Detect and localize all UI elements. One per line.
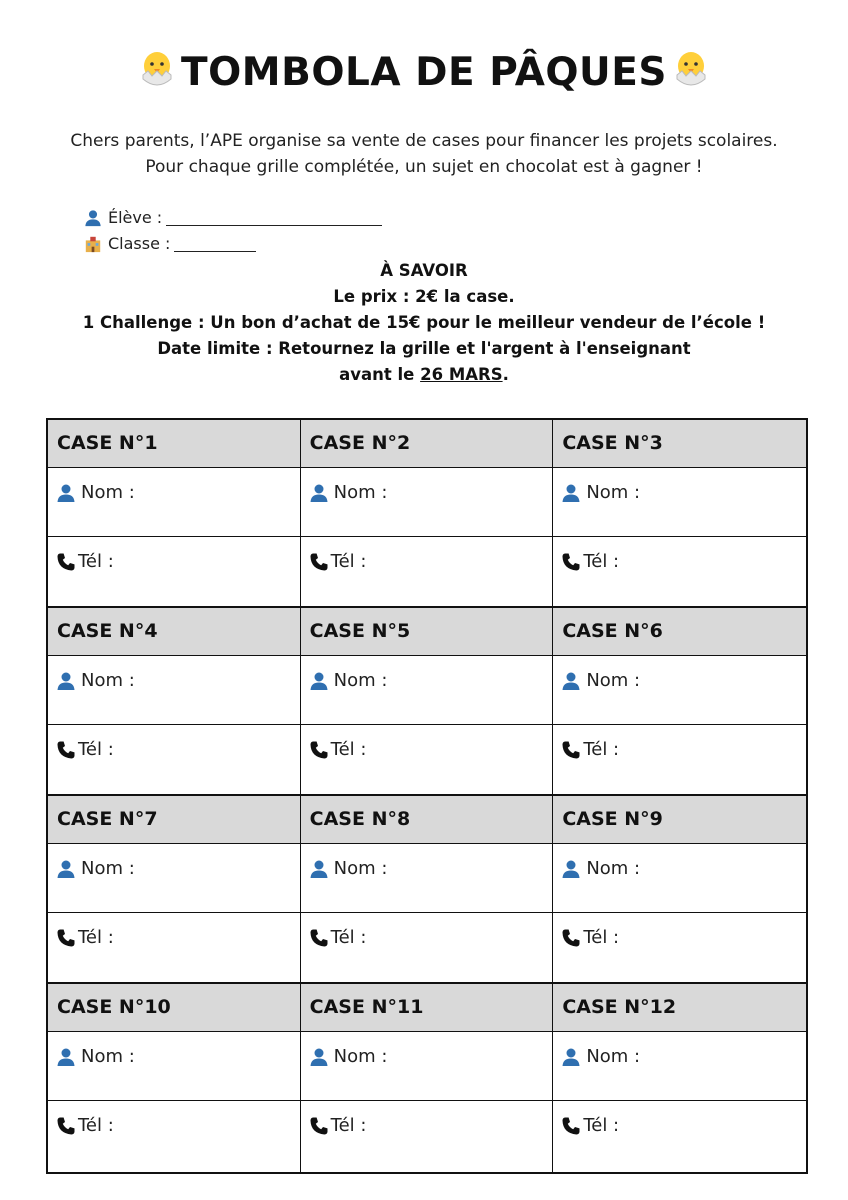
case-header: CASE N°12 (553, 984, 806, 1032)
nom-field[interactable] (301, 656, 553, 725)
eleve-line[interactable] (166, 210, 382, 226)
nom-field[interactable] (553, 468, 806, 537)
nom-label: Nom : (333, 1046, 388, 1067)
deadline-date: 26 MARS (420, 365, 503, 384)
tel-field[interactable] (48, 1101, 300, 1172)
hatching-chick-icon (673, 49, 709, 89)
nom-label: Nom : (81, 858, 135, 879)
nom-field[interactable] (301, 844, 553, 913)
nom-field[interactable] (48, 468, 300, 537)
person-icon (309, 483, 329, 503)
phone-icon (561, 740, 581, 760)
eleve-label: Élève : (108, 208, 163, 227)
tel-label: Tél : (78, 551, 114, 572)
person-icon (56, 671, 76, 691)
tel-field[interactable] (301, 913, 553, 982)
case-header: CASE N°7 (48, 796, 300, 844)
phone-icon (56, 928, 76, 948)
person-icon (56, 1047, 76, 1067)
classe-label: Classe : (108, 234, 171, 253)
phone-icon (561, 928, 581, 948)
nom-field[interactable] (553, 1032, 806, 1101)
person-icon (56, 859, 76, 879)
title-text: TOMBOLA DE PÂQUES (181, 50, 667, 95)
case-cell (553, 796, 806, 984)
case-header: CASE N°2 (301, 420, 553, 468)
case-header: CASE N°3 (553, 420, 806, 468)
case-cell (48, 608, 301, 796)
case-cell (301, 420, 554, 608)
page-title (0, 48, 848, 98)
nom-field[interactable] (48, 844, 300, 913)
tel-field[interactable] (301, 1101, 553, 1172)
case-header: CASE N°5 (301, 608, 553, 656)
nom-label: Nom : (586, 482, 641, 503)
nom-field[interactable] (48, 656, 300, 725)
tel-label: Tél : (330, 739, 367, 760)
case-header: CASE N°11 (301, 984, 553, 1032)
tel-field[interactable] (48, 537, 300, 606)
case-header: CASE N°1 (48, 420, 300, 468)
info-block (0, 258, 848, 388)
person-icon (56, 483, 76, 503)
tel-label: Tél : (583, 1115, 620, 1136)
nom-field[interactable] (301, 1032, 553, 1101)
tel-field[interactable] (553, 725, 806, 794)
tel-field[interactable] (553, 913, 806, 982)
info-heading: À SAVOIR (380, 261, 468, 280)
eleve-field[interactable] (84, 205, 382, 231)
classe-field[interactable] (84, 231, 382, 257)
tel-label: Tél : (330, 1115, 367, 1136)
info-deadline-line2 (0, 362, 848, 388)
student-fields (84, 205, 382, 257)
tel-label: Tél : (78, 927, 114, 948)
phone-icon (56, 740, 76, 760)
nom-label: Nom : (586, 858, 641, 879)
tel-label: Tél : (330, 551, 367, 572)
case-cell (301, 608, 554, 796)
phone-icon (561, 552, 581, 572)
tel-field[interactable] (301, 725, 553, 794)
phone-icon (309, 552, 329, 572)
tel-field[interactable] (301, 537, 553, 606)
phone-icon (56, 1116, 76, 1136)
person-icon (84, 209, 102, 227)
tel-label: Tél : (78, 1115, 114, 1136)
deadline-suffix: . (502, 365, 509, 384)
case-cell (553, 608, 806, 796)
hatching-chick-icon (139, 49, 175, 89)
nom-field[interactable] (553, 656, 806, 725)
info-price: Le prix : 2€ la case. (333, 287, 515, 306)
tel-label: Tél : (330, 927, 367, 948)
deadline-prefix: avant le (339, 365, 421, 384)
case-header: CASE N°8 (301, 796, 553, 844)
person-icon (561, 859, 581, 879)
case-cell (553, 984, 806, 1172)
case-header: CASE N°4 (48, 608, 300, 656)
case-cell (48, 796, 301, 984)
nom-label: Nom : (333, 482, 388, 503)
nom-label: Nom : (586, 670, 641, 691)
tel-label: Tél : (583, 927, 620, 948)
phone-icon (561, 1116, 581, 1136)
cases-grid (46, 418, 808, 1174)
nom-label: Nom : (81, 482, 135, 503)
school-icon (84, 235, 102, 253)
nom-label: Nom : (333, 670, 388, 691)
person-icon (309, 859, 329, 879)
info-challenge: 1 Challenge : Un bon d’achat de 15€ pour le meilleur vendeur de l’école ! (82, 313, 766, 332)
person-icon (309, 1047, 329, 1067)
case-cell (553, 420, 806, 608)
tel-label: Tél : (583, 551, 620, 572)
case-cell (48, 984, 301, 1172)
nom-label: Nom : (333, 858, 388, 879)
info-deadline-line1: Date limite : Retournez la grille et l'argent à l'enseignant (157, 339, 691, 358)
person-icon (561, 483, 581, 503)
case-cell (48, 420, 301, 608)
tel-field[interactable] (553, 1101, 806, 1172)
classe-line[interactable] (174, 236, 256, 252)
person-icon (561, 1047, 581, 1067)
phone-icon (309, 740, 329, 760)
case-cell (301, 796, 554, 984)
phone-icon (309, 928, 329, 948)
nom-label: Nom : (81, 1046, 135, 1067)
person-icon (309, 671, 329, 691)
case-header: CASE N°6 (553, 608, 806, 656)
tel-label: Tél : (583, 739, 620, 760)
case-header: CASE N°9 (553, 796, 806, 844)
nom-field[interactable] (301, 468, 553, 537)
nom-field[interactable] (48, 1032, 300, 1101)
tel-field[interactable] (48, 725, 300, 794)
phone-icon (309, 1116, 329, 1136)
tel-field[interactable] (553, 537, 806, 606)
nom-label: Nom : (586, 1046, 641, 1067)
person-icon (561, 671, 581, 691)
tel-field[interactable] (48, 913, 300, 982)
intro-text: Chers parents, l’APE organise sa vente de cases pour financer les projets scolaires. Pour chaque grille complétée, un sujet en chocolat est à gagner ! (70, 131, 778, 177)
case-cell (301, 984, 554, 1172)
tel-label: Tél : (78, 739, 114, 760)
nom-field[interactable] (553, 844, 806, 913)
phone-icon (56, 552, 76, 572)
case-header: CASE N°10 (48, 984, 300, 1032)
nom-label: Nom : (81, 670, 135, 691)
